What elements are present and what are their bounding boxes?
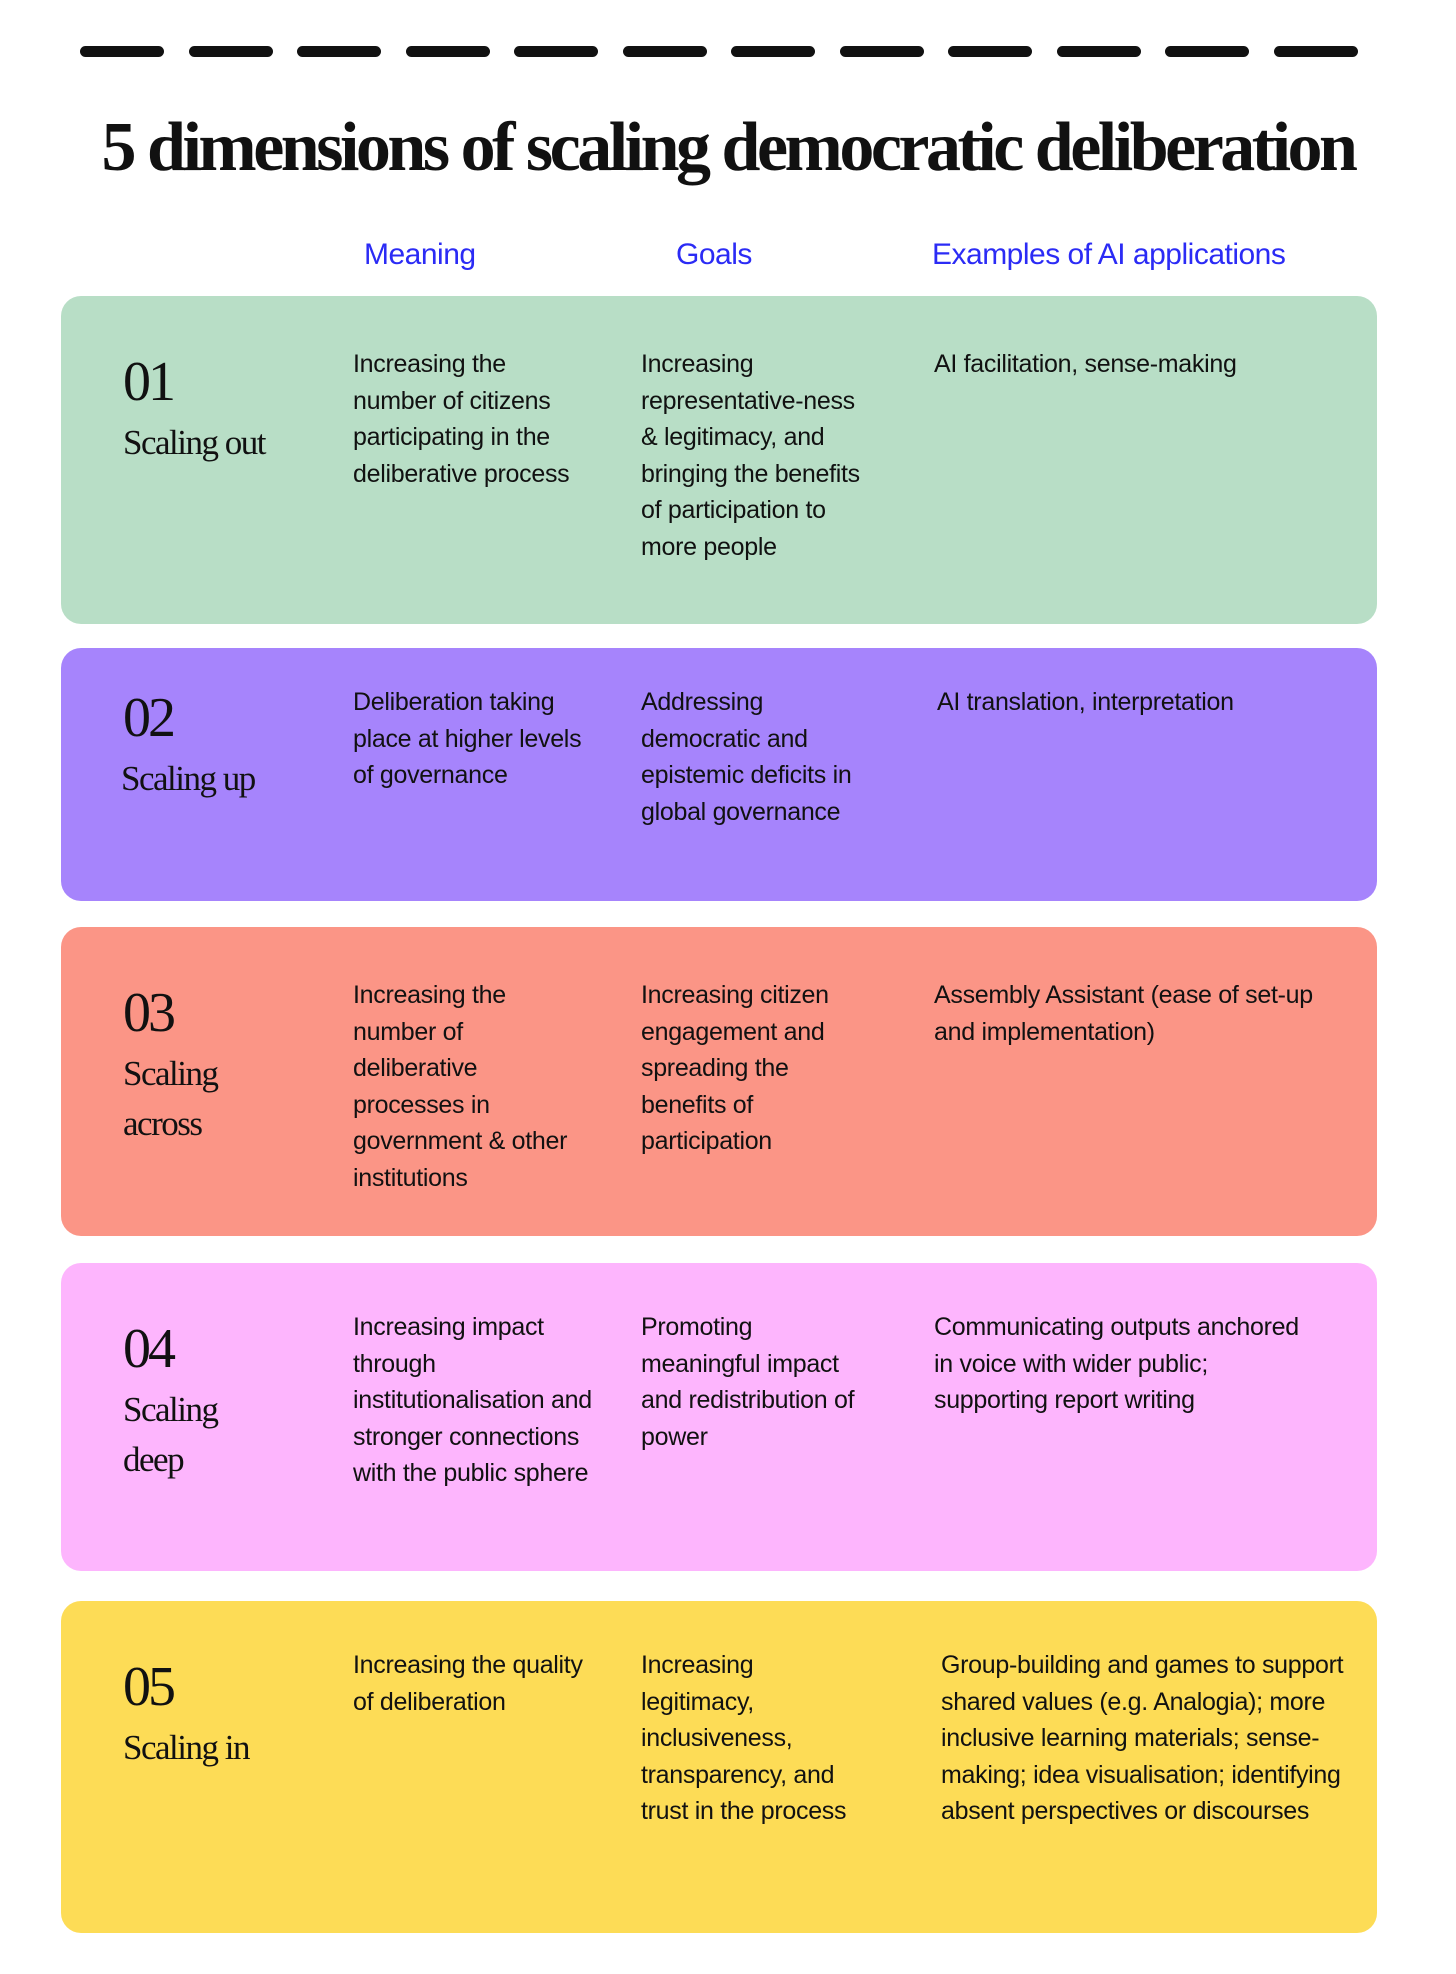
- row-number: 03: [123, 982, 173, 1044]
- examples-cell: Assembly Assistant (ease of set-up and implementation): [934, 981, 1313, 1046]
- goals-cell: Increasing citizen engagement and spreading the benefits of participation: [641, 981, 829, 1156]
- dash: [1274, 46, 1358, 57]
- page-title: 5 dimensions of scaling democratic deliberation: [101, 109, 1355, 186]
- column-header-goals: Goals: [676, 238, 752, 271]
- dash: [623, 46, 707, 57]
- row-label: Scaling in: [123, 1728, 249, 1767]
- goals-cell: Increasing legitimacy, inclusiveness, transparency, and trust in the process: [641, 1651, 847, 1826]
- examples-cell: AI facilitation, sense-making: [934, 350, 1237, 378]
- row-scaling-up: [61, 648, 1377, 901]
- meaning-cell: Increasing the number of citizens participating in the deliberative process: [353, 350, 570, 488]
- dash: [1057, 46, 1141, 57]
- examples-cell: Communicating outputs anchored in voice with wider public; supporting report writing: [934, 1313, 1299, 1415]
- row-scaling-out: [61, 296, 1377, 624]
- meaning-cell: Deliberation taking place at higher levels of governance: [353, 688, 582, 790]
- row-number: 01: [123, 351, 173, 413]
- meaning-cell: Increasing the number of deliberative processes in government & other institutions: [353, 981, 568, 1192]
- dash: [189, 46, 273, 57]
- dash: [948, 46, 1032, 57]
- meaning-cell: Increasing the quality of deliberation: [353, 1651, 583, 1716]
- goals-cell: Increasing representative-ness & legitimacy, and bringing the benefits of participation to more people: [641, 350, 860, 561]
- dash: [840, 46, 924, 57]
- dash: [406, 46, 490, 57]
- row-number: 05: [123, 1656, 173, 1718]
- dashed-divider: [80, 46, 1358, 57]
- row-number: 02: [123, 687, 173, 749]
- goals-cell: Promoting meaningful impact and redistribution of power: [641, 1313, 855, 1451]
- dash: [80, 46, 164, 57]
- row-label: Scaling across: [123, 1054, 218, 1143]
- column-header-examples: Examples of AI applications: [932, 238, 1286, 271]
- goals-cell: Addressing democratic and epistemic deficits in global governance: [641, 688, 852, 826]
- row-scaling-in: [61, 1601, 1377, 1933]
- row-scaling-deep: [61, 1263, 1377, 1571]
- dash: [1165, 46, 1249, 57]
- meaning-cell: Increasing impact through institutionalisation and stronger connections with the public sphere: [353, 1313, 592, 1488]
- dash: [297, 46, 381, 57]
- dash: [731, 46, 815, 57]
- column-header-meaning: Meaning: [364, 238, 476, 271]
- row-label: Scaling out: [123, 423, 265, 462]
- row-scaling-across: [61, 927, 1377, 1236]
- examples-cell: Group-building and games to support shared values (e.g. Analogia); more inclusive learning materials; sense-making; idea visualisation; identifying absent perspectives or discourses: [941, 1651, 1344, 1826]
- examples-cell: AI translation, interpretation: [937, 688, 1234, 716]
- row-label: Scaling deep: [123, 1390, 218, 1479]
- row-number: 04: [123, 1318, 173, 1380]
- row-label: Scaling up: [121, 759, 255, 798]
- dash: [514, 46, 598, 57]
